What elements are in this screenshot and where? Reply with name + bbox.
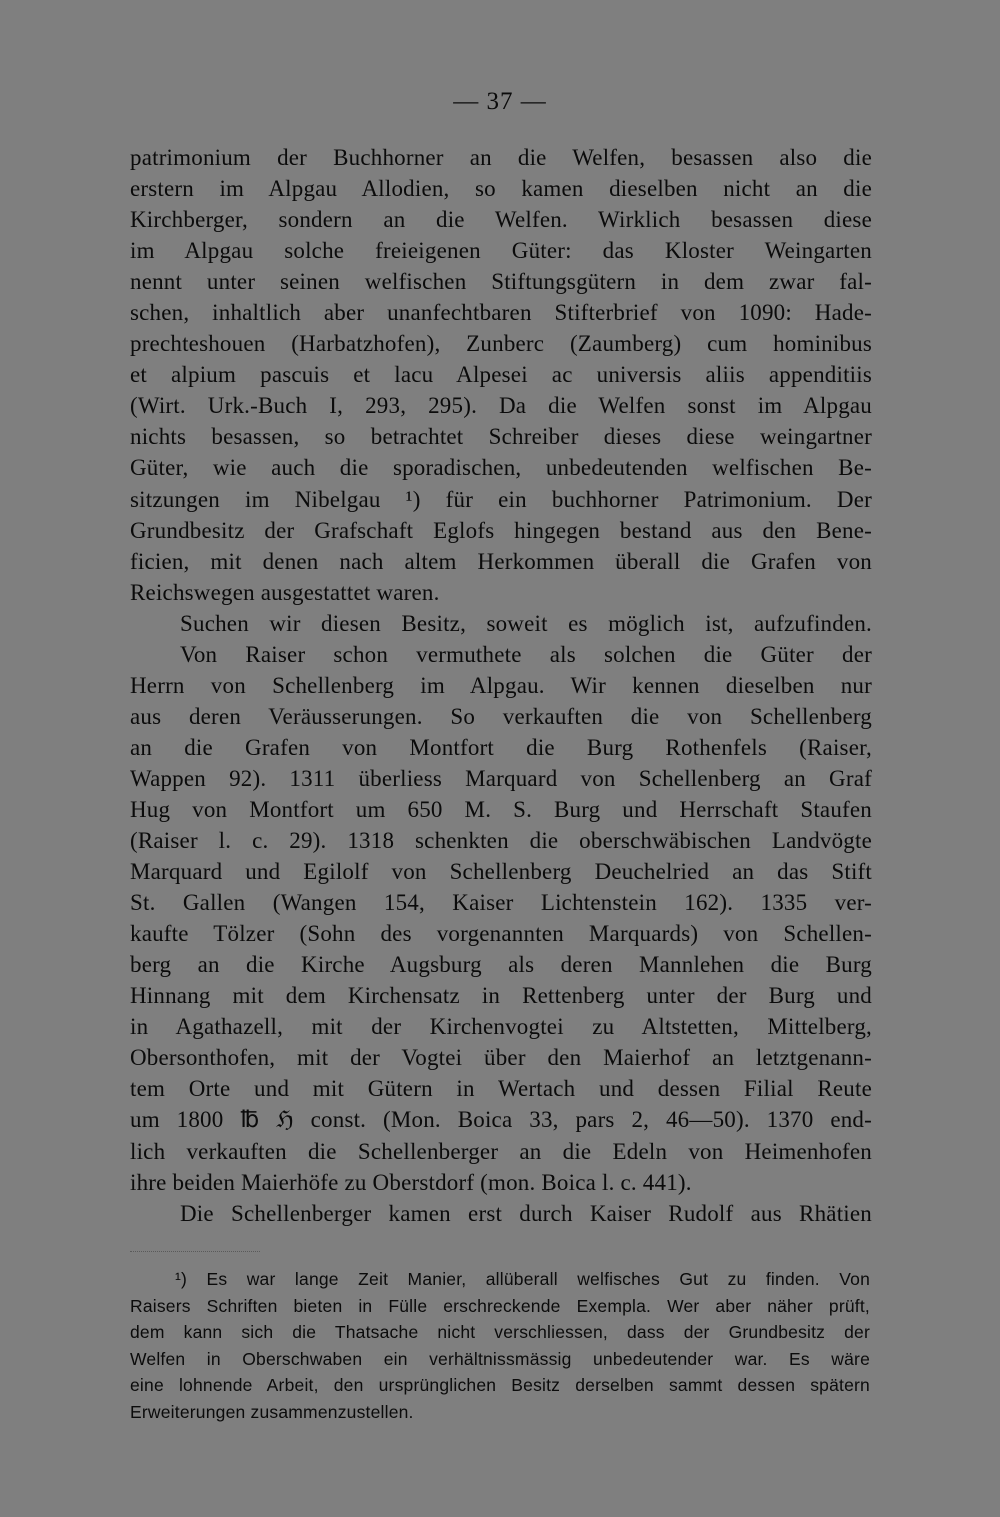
text-line: Güter, wie auch die sporadischen, unbedeutenden welfischen Be- xyxy=(130,455,872,481)
text-line: nennt unter seinen welfischen Stiftungsgütern in dem zwar fal- xyxy=(130,269,872,295)
text-line: Von Raiser schon vermuthete als solchen die Güter der xyxy=(180,641,872,667)
footnote-line: dem kann sich die Thatsache nicht verschliessen, dass der Grundbesitz der xyxy=(130,1322,870,1343)
text-line: Reichswegen ausgestattet waren. xyxy=(130,579,440,605)
text-line: ihre beiden Maierhöfe zu Oberstdorf (mon. Boica l. c. 441). xyxy=(130,1169,692,1195)
text-line: an die Grafen von Montfort die Burg Rothenfels (Raiser, xyxy=(130,734,872,760)
body-text xyxy=(130,142,872,1229)
page-number: — 37 — xyxy=(453,88,547,115)
text-line: tem Orte und mit Gütern in Wertach und dessen Filial Reute xyxy=(130,1076,872,1102)
text-line: im Alpgau solche freieigenen Güter: das Kloster Weingarten xyxy=(130,238,872,264)
text-line: aus deren Veräusserungen. So verkauften die von Schellenberg xyxy=(130,703,872,729)
text-line: Suchen wir diesen Besitz, soweit es möglich ist, aufzufinden. xyxy=(180,610,872,636)
footnote-line: ¹) Es war lange Zeit Manier, allüberall welfisches Gut zu finden. Von xyxy=(175,1269,870,1289)
text-line: erstern im Alpgau Allodien, so kamen dieselben nicht an die xyxy=(130,176,872,202)
text-line: Obersonthofen, mit der Vogtei über den Maierhof an letztgenann- xyxy=(130,1045,872,1071)
text-line: Herrn von Schellenberg im Alpgau. Wir kennen dieselben nur xyxy=(130,672,872,698)
footnotes xyxy=(130,1266,870,1426)
text-line: um 1800 ℔ ℌ const. (Mon. Boica 33, pars 2, 46—50). 1370 end- xyxy=(130,1107,872,1133)
text-line: kaufte Tölzer (Sohn des vorgenannten Marquards) von Schellen- xyxy=(130,921,872,947)
text-line: Hinnang mit dem Kirchensatz in Rettenberg unter der Burg und xyxy=(130,983,872,1009)
text-line: nichts besassen, so betrachtet Schreiber dieses diese weingartner xyxy=(130,424,872,450)
footnote-line: Welfen in Oberschwaben ein verhältnissmässig unbedeutender war. Es wäre xyxy=(130,1348,870,1369)
text-line: schen, inhaltlich aber unanfechtbaren Stifterbrief von 1090: Hade- xyxy=(130,300,872,326)
text-line: Grundbesitz der Grafschaft Eglofs hingegen bestand aus den Bene- xyxy=(130,517,872,543)
text-line: sitzungen im Nibelgau ¹) für ein buchhorner Patrimonium. Der xyxy=(130,486,872,512)
text-line: St. Gallen (Wangen 154, Kaiser Lichtenstein 162). 1335 ver- xyxy=(130,890,872,916)
text-line: et alpium pascuis et lacu Alpesei ac universis aliis appenditiis xyxy=(130,362,872,388)
footnote-line: Erweiterungen zusammenzustellen. xyxy=(130,1401,414,1422)
text-line: Die Schellenberger kamen erst durch Kaiser Rudolf aus Rhätien xyxy=(180,1200,872,1226)
text-line: lich verkauften die Schellenberger an die Edeln von Heimenhofen xyxy=(130,1138,872,1164)
text-line: berg an die Kirche Augsburg als deren Mannlehen die Burg xyxy=(130,952,872,978)
text-line: Hug von Montfort um 650 M. S. Burg und Herrschaft Staufen xyxy=(130,796,872,822)
text-line: (Raiser l. c. 29). 1318 schenkten die oberschwäbischen Landvögte xyxy=(130,828,872,854)
text-line: Kirchberger, sondern an die Welfen. Wirklich besassen diese xyxy=(130,207,872,233)
text-line: in Agathazell, mit der Kirchenvogtei zu Altstetten, Mittelberg, xyxy=(130,1014,872,1040)
text-line: (Wirt. Urk.-Buch I, 293, 295). Da die Welfen sonst im Alpgau xyxy=(130,393,872,419)
text-line: patrimonium der Buchhorner an die Welfen, besassen also die xyxy=(130,145,872,170)
text-line: Marquard und Egilolf von Schellenberg Deuchelried an das Stift xyxy=(130,859,872,885)
text-line: prechteshouen (Harbatzhofen), Zunberc (Zaumberg) cum hominibus xyxy=(130,331,872,357)
footnote-line: Raisers Schriften bieten in Fülle erschreckende Exempla. Wer aber näher prüft, xyxy=(130,1295,870,1316)
text-line: ficien, mit denen nach altem Herkommen überall die Grafen von xyxy=(130,548,872,574)
footnote-separator xyxy=(130,1251,260,1252)
text-line: Wappen 92). 1311 überliess Marquard von Schellenberg an Graf xyxy=(130,765,872,791)
footnote-line: eine lohnende Arbeit, den ursprünglichen Besitz derselben sammt dessen spätern xyxy=(130,1375,870,1396)
